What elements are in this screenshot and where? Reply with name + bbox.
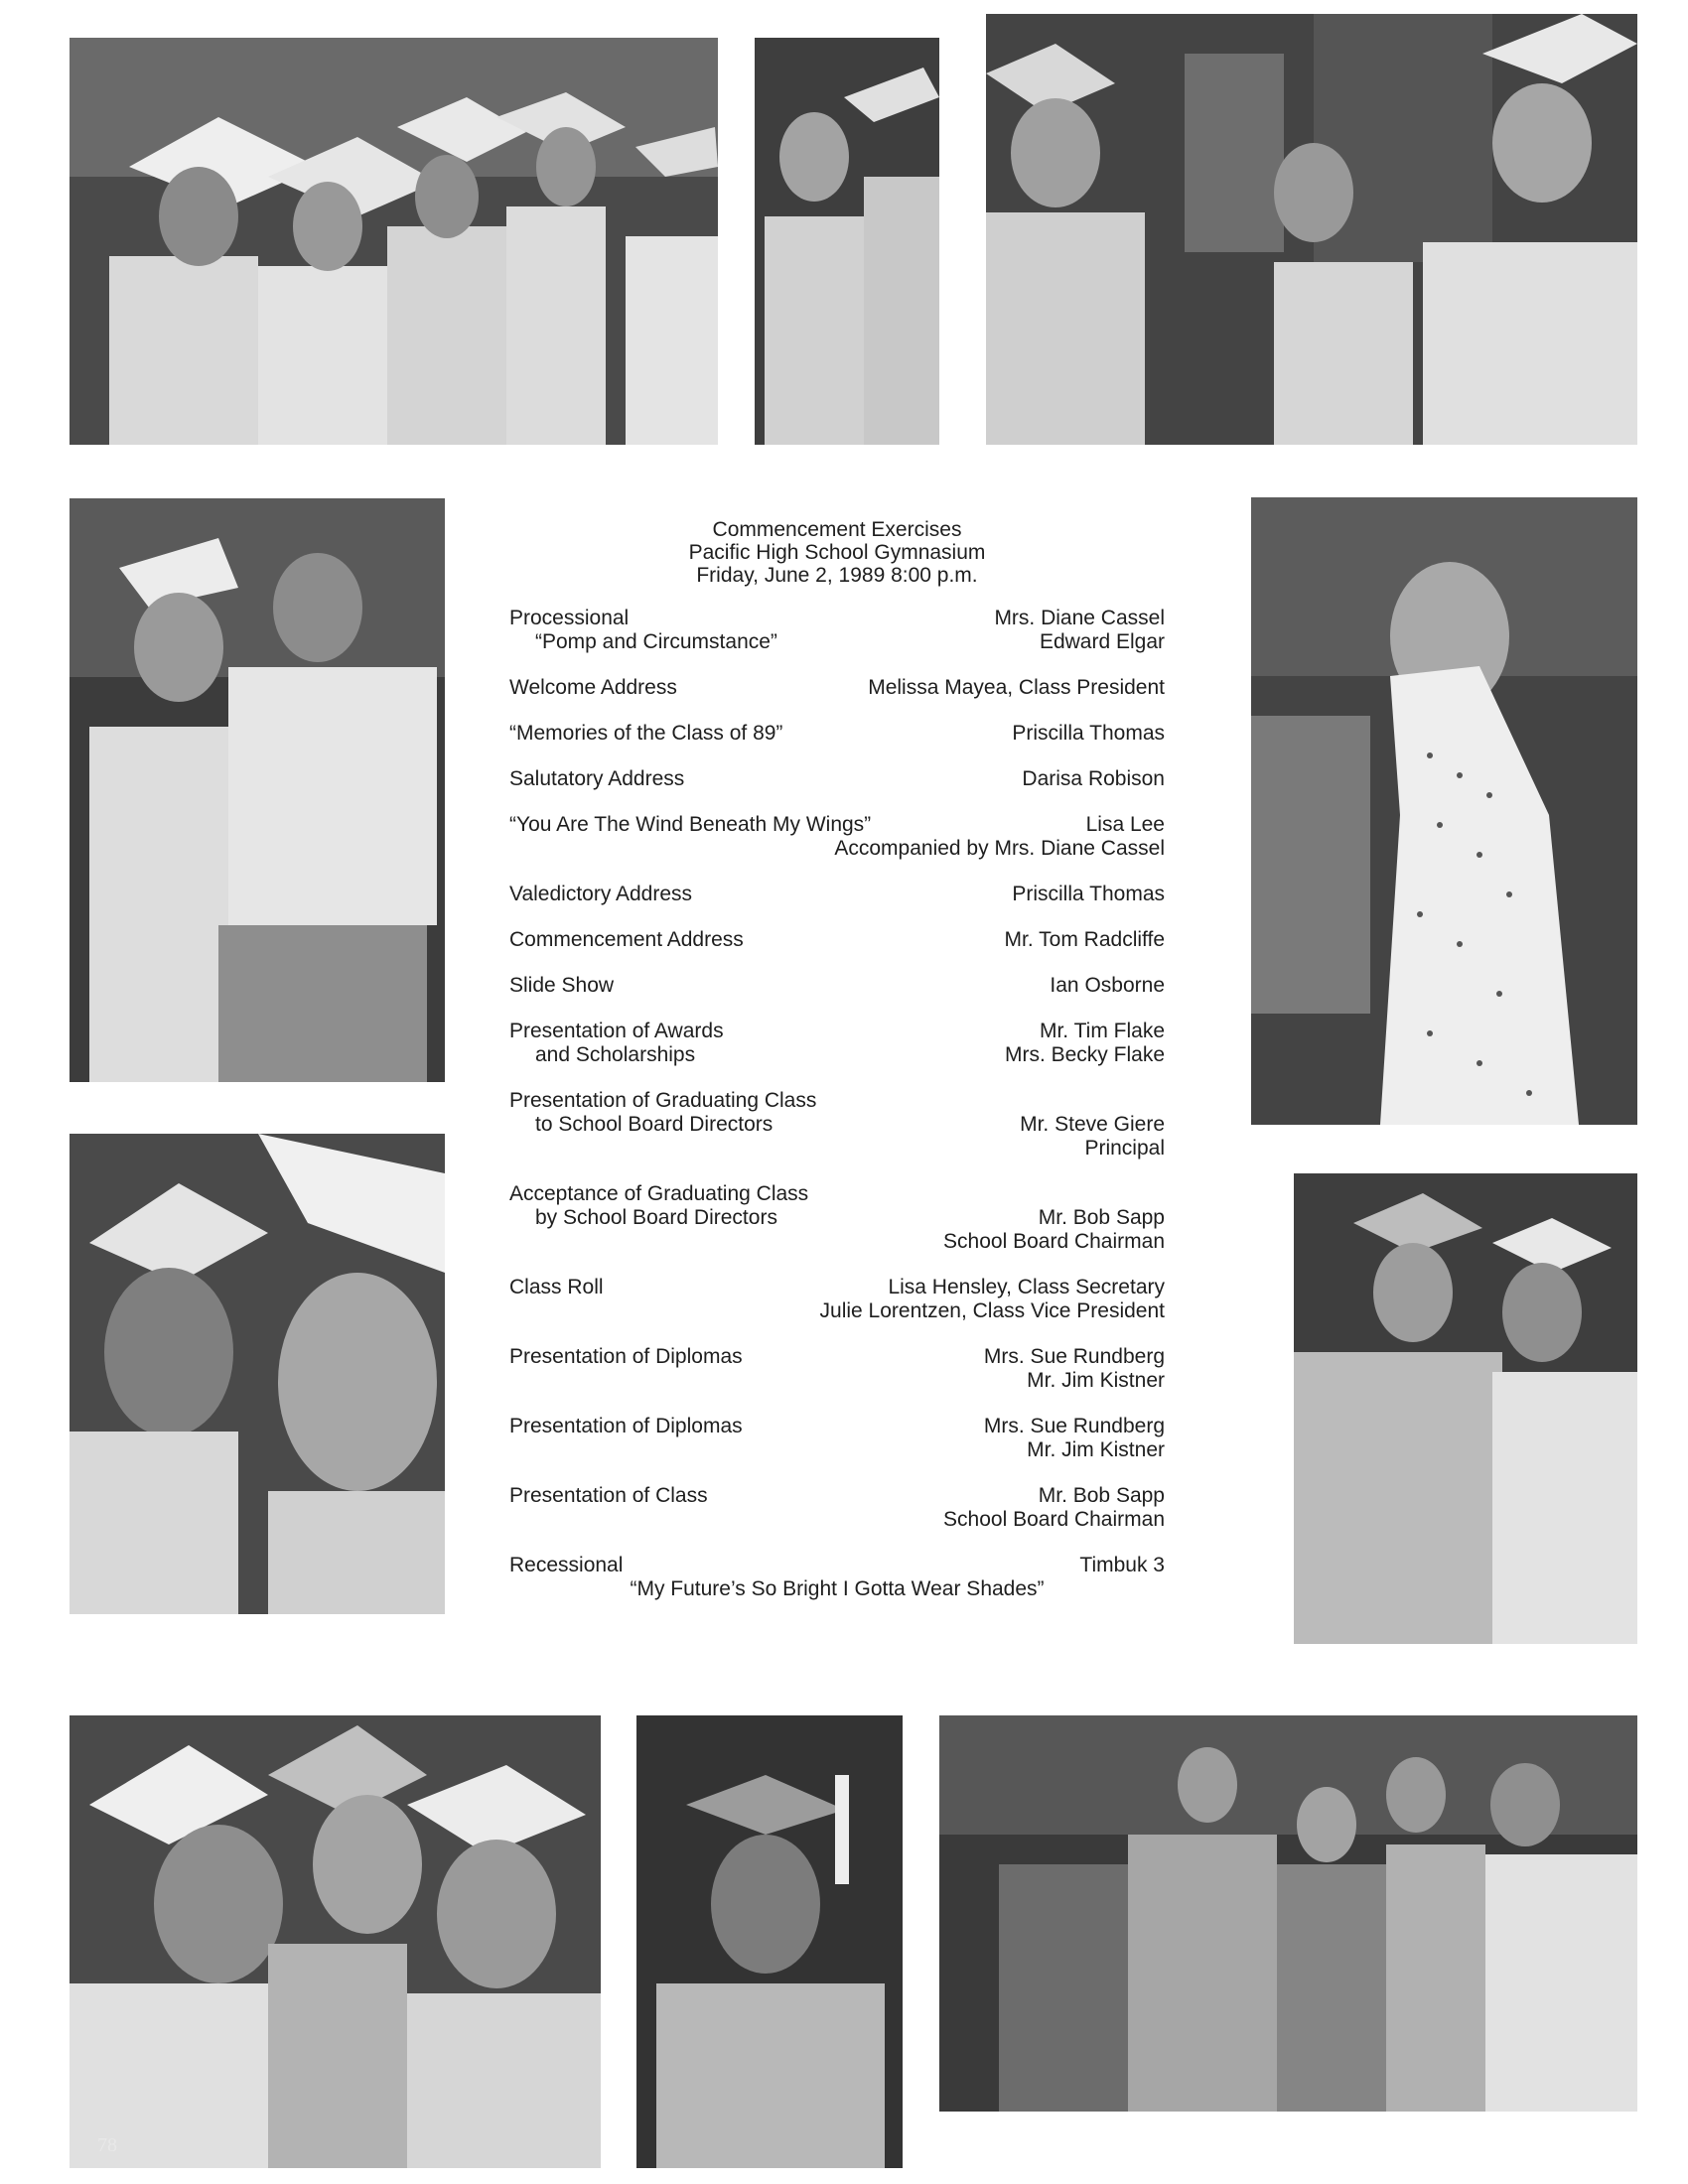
entry-composer: Edward Elgar xyxy=(1039,630,1165,653)
entry-presenter: Melissa Mayea, Class President xyxy=(868,676,1165,699)
entry-presenter: Ian Osborne xyxy=(1050,974,1165,997)
program-entry xyxy=(509,974,1165,998)
entry-presenter: Darisa Robison xyxy=(1022,767,1165,790)
program-entry xyxy=(509,928,1165,952)
photo-couple-graduates xyxy=(1294,1173,1637,1644)
program-entry xyxy=(509,1182,1165,1254)
photo-graduate-with-diploma xyxy=(636,1715,903,2168)
program-entry xyxy=(509,676,1165,700)
program-entry xyxy=(509,1089,1165,1160)
entry-title: Class Roll xyxy=(509,1276,604,1298)
entry-title: Presentation of Diplomas xyxy=(509,1415,743,1437)
program-entry xyxy=(509,607,1165,654)
photo-graduates-hallway xyxy=(986,14,1637,445)
entry-presenter: Mrs. Sue Rundberg xyxy=(983,1345,1165,1368)
program-header xyxy=(509,518,1165,587)
program-date: Friday, June 2, 1989 8:00 p.m. xyxy=(696,564,978,587)
entry-presenter: Mrs. Sue Rundberg xyxy=(983,1415,1165,1437)
entry-presenter: Mr. Bob Sapp xyxy=(1038,1484,1165,1507)
program-entry xyxy=(509,1484,1165,1532)
entry-presenter: Lisa Hensley, Class Secretary xyxy=(888,1276,1165,1298)
entry-presenter-2: Mrs. Becky Flake xyxy=(1004,1043,1165,1066)
entry-subtitle: to School Board Directors xyxy=(535,1113,774,1136)
entry-presenter: Mr. Bob Sapp xyxy=(1038,1206,1165,1229)
program-entry xyxy=(509,722,1165,746)
entry-title: Valedictory Address xyxy=(509,883,693,905)
program-entry xyxy=(509,1554,1165,1601)
photo-adjusting-cap xyxy=(70,498,445,1082)
entry-presenter: Mrs. Diane Cassel xyxy=(994,607,1165,629)
commencement-program xyxy=(509,518,1165,1623)
entry-title: Presentation of Graduating Class xyxy=(509,1089,817,1112)
program-entry xyxy=(509,813,1165,861)
program-entry xyxy=(509,883,1165,906)
page-number: 78 xyxy=(97,2134,117,2156)
entry-title: Acceptance of Graduating Class xyxy=(509,1182,809,1205)
entry-presenter-role: Principal xyxy=(1084,1137,1165,1160)
entry-title: Recessional xyxy=(509,1554,624,1576)
entry-presenter-2: Mr. Jim Kistner xyxy=(1027,1369,1165,1392)
entry-presenter: Mr. Steve Giere xyxy=(1020,1113,1165,1136)
entry-title: Processional xyxy=(509,607,630,629)
entry-presenter-role: School Board Chairman xyxy=(943,1230,1165,1253)
entry-title: Slide Show xyxy=(509,974,615,997)
entry-title: Salutatory Address xyxy=(509,767,685,790)
entry-song-title: “My Future’s So Bright I Gotta Wear Shades” xyxy=(630,1577,1045,1600)
photo-graduates-lineup xyxy=(70,38,718,445)
entry-presenter: Priscilla Thomas xyxy=(1012,883,1165,905)
entry-title: Presentation of Class xyxy=(509,1484,708,1507)
entry-title: Presentation of Awards xyxy=(509,1020,724,1042)
program-venue: Pacific High School Gymnasium xyxy=(688,541,986,564)
entry-title: Presentation of Diplomas xyxy=(509,1345,743,1368)
photo-three-graduates-laughing xyxy=(70,1715,601,2168)
entry-accompanist: Accompanied by Mrs. Diane Cassel xyxy=(834,837,1165,860)
program-entry xyxy=(509,1345,1165,1393)
program-entry xyxy=(509,1020,1165,1067)
program-title: Commencement Exercises xyxy=(712,518,962,541)
entry-subtitle: by School Board Directors xyxy=(535,1206,777,1229)
photo-graduate-smiling xyxy=(755,38,939,445)
entry-subtitle: “Pomp and Circumstance” xyxy=(535,630,777,653)
entry-subtitle: and Scholarships xyxy=(535,1043,696,1066)
program-entry xyxy=(509,1415,1165,1462)
photo-group-hallway xyxy=(939,1715,1637,2112)
entry-title: “You Are The Wind Beneath My Wings” xyxy=(509,813,872,836)
photo-two-graduates xyxy=(70,1134,445,1614)
entry-presenter: Mr. Tom Radcliffe xyxy=(1004,928,1165,951)
entry-presenter: Timbuk 3 xyxy=(1079,1554,1165,1576)
program-entry xyxy=(509,767,1165,791)
entry-presenter: Lisa Lee xyxy=(1085,813,1165,836)
entry-presenter-2: Mr. Jim Kistner xyxy=(1027,1438,1165,1461)
photo-woman-polka-dot-dress xyxy=(1251,497,1637,1125)
entry-presenter-2: Julie Lorentzen, Class Vice President xyxy=(819,1299,1165,1322)
entry-presenter: Priscilla Thomas xyxy=(1012,722,1165,745)
entry-presenter: Mr. Tim Flake xyxy=(1039,1020,1165,1042)
program-entry xyxy=(509,1276,1165,1323)
entry-presenter-role: School Board Chairman xyxy=(943,1508,1165,1531)
entry-title: “Memories of the Class of 89” xyxy=(509,722,783,745)
entry-title: Welcome Address xyxy=(509,676,677,699)
entry-title: Commencement Address xyxy=(509,928,744,951)
